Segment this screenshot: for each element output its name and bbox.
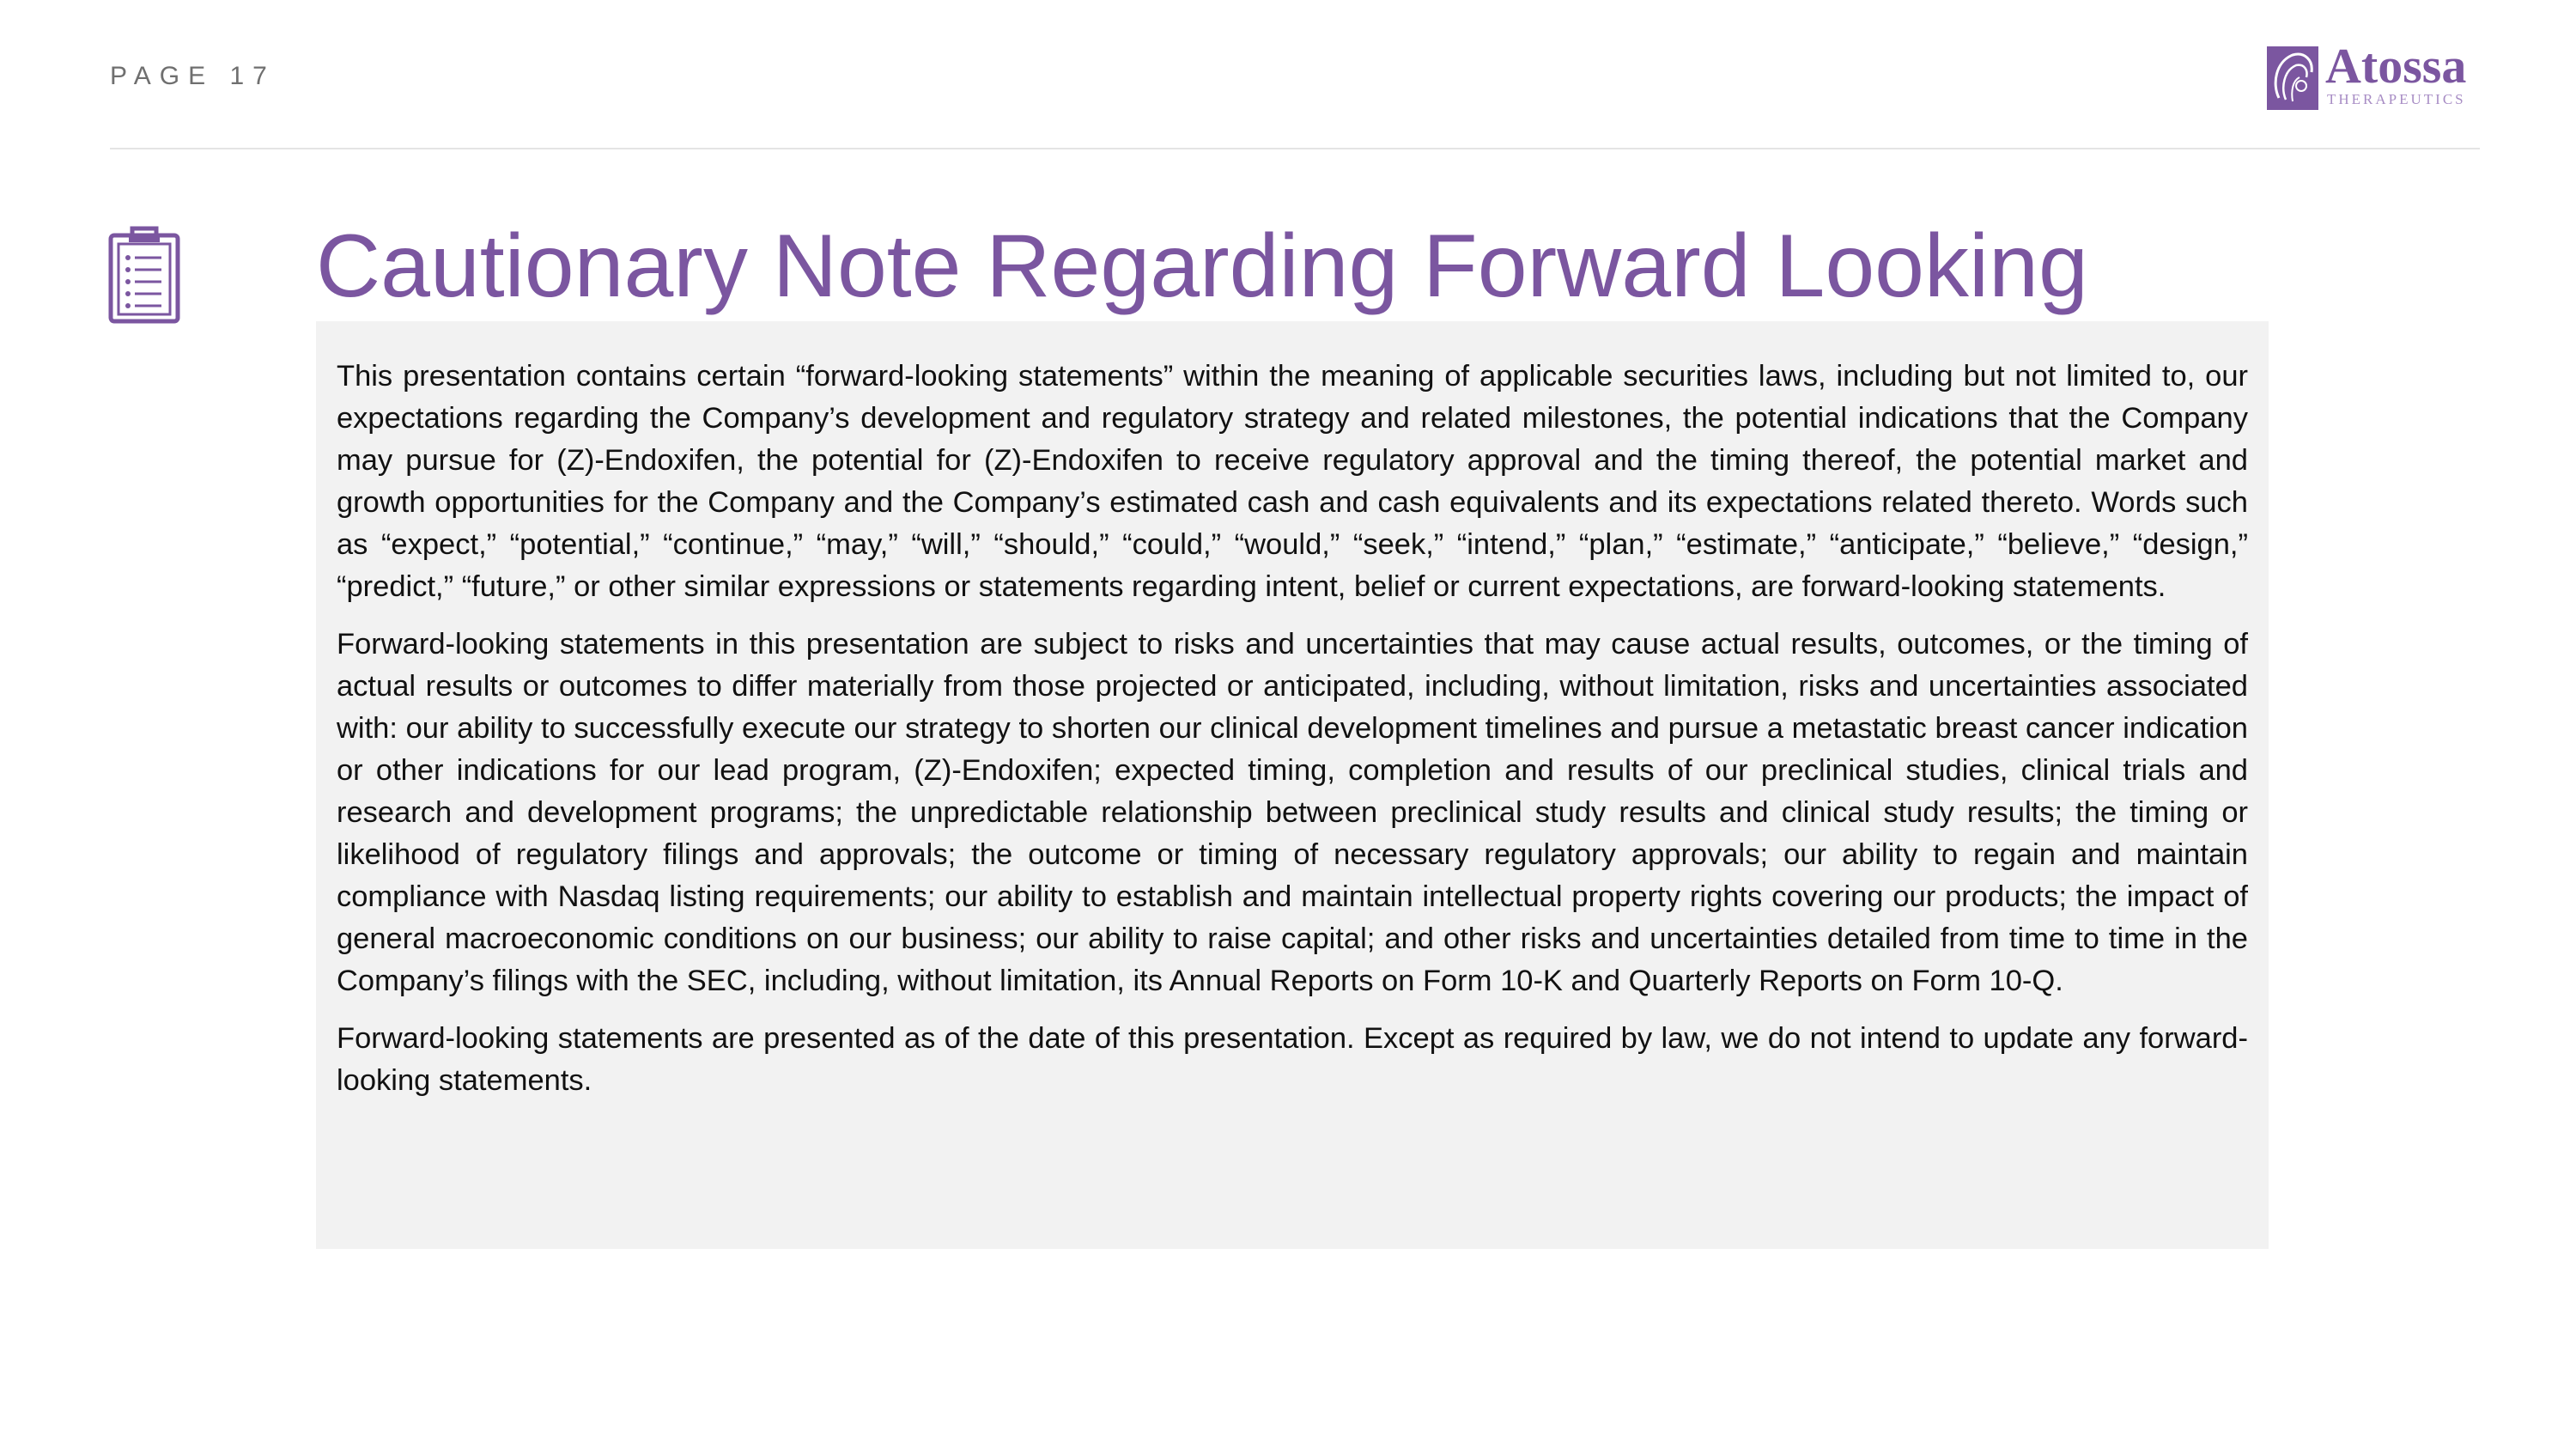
page-title: Cautionary Note Regarding Forward Looking	[316, 216, 2088, 316]
disclaimer-paragraph: Forward-looking statements in this presentation are subject to risks and uncertainties that may cause actual results, outcomes, or the timing of actual results or outcomes to differ materially from those projected or anticipated, including, without limitation, risks and uncertainties associated with: our ability to successfully execute our strategy to shorten our clinical development timelines and pursue a metastatic breast cancer indication or other indications for our lead program, (Z)-Endoxifen; expected timing, completion and results of our preclinical studies, clinical trials and research and development programs; the unpredictable relationship between preclinical study results and clinical study results; the timing or likelihood of regulatory filings and approvals; the outcome or timing of necessary regulatory approvals; our ability to regain and maintain compliance with Nasdaq listing requirements; our ability to establish and maintain intellectual property rights covering our products; the impact of general macroeconomic conditions on our business; our ability to raise capital; and other risks and uncertainties detailed from time to time in the Company’s filings with the SEC, including, without limitation, its Annual Reports on Form 10-K and Quarterly Reports on Form 10-Q.	[337, 628, 2248, 997]
atossa-logo-icon	[2267, 46, 2318, 110]
clipboard-list-icon	[106, 223, 182, 325]
company-logo	[2267, 38, 2482, 112]
logo-tagline: THERAPEUTICS	[2327, 91, 2466, 107]
disclaimer-paragraph: Forward-looking statements are presented as of the date of this presentation. Except as required by law, we do not intend to update any forward-looking statements.	[337, 1022, 2248, 1097]
header-divider	[110, 148, 2480, 149]
disclaimer-paragraph: This presentation contains certain “forward-looking statements” within the meaning of applicable securities laws, including but not limited to, our expectations regarding the Company’s development and regulatory strategy and related milestones, the potential indications that the Company may pursue for (Z)-Endoxifen, the potential for (Z)-Endoxifen to receive regulatory approval and the timing thereof, the potential market and growth opportunities for the Company and the Company’s estimated cash and cash equivalents and its expectations related thereto. Words such as “expect,” “potential,” “continue,” “may,” “will,” “should,” “could,” “would,” “seek,” “intend,” “plan,” “estimate,” “anticipate,” “believe,” “design,” “predict,” “future,” or other similar expressions or statements regarding intent, belief or current expectations, are forward-looking statements.	[337, 360, 2248, 603]
page-number: PAGE 17	[110, 62, 276, 90]
logo-name: Atossa	[2325, 38, 2467, 94]
disclaimer-box	[316, 321, 2269, 1249]
